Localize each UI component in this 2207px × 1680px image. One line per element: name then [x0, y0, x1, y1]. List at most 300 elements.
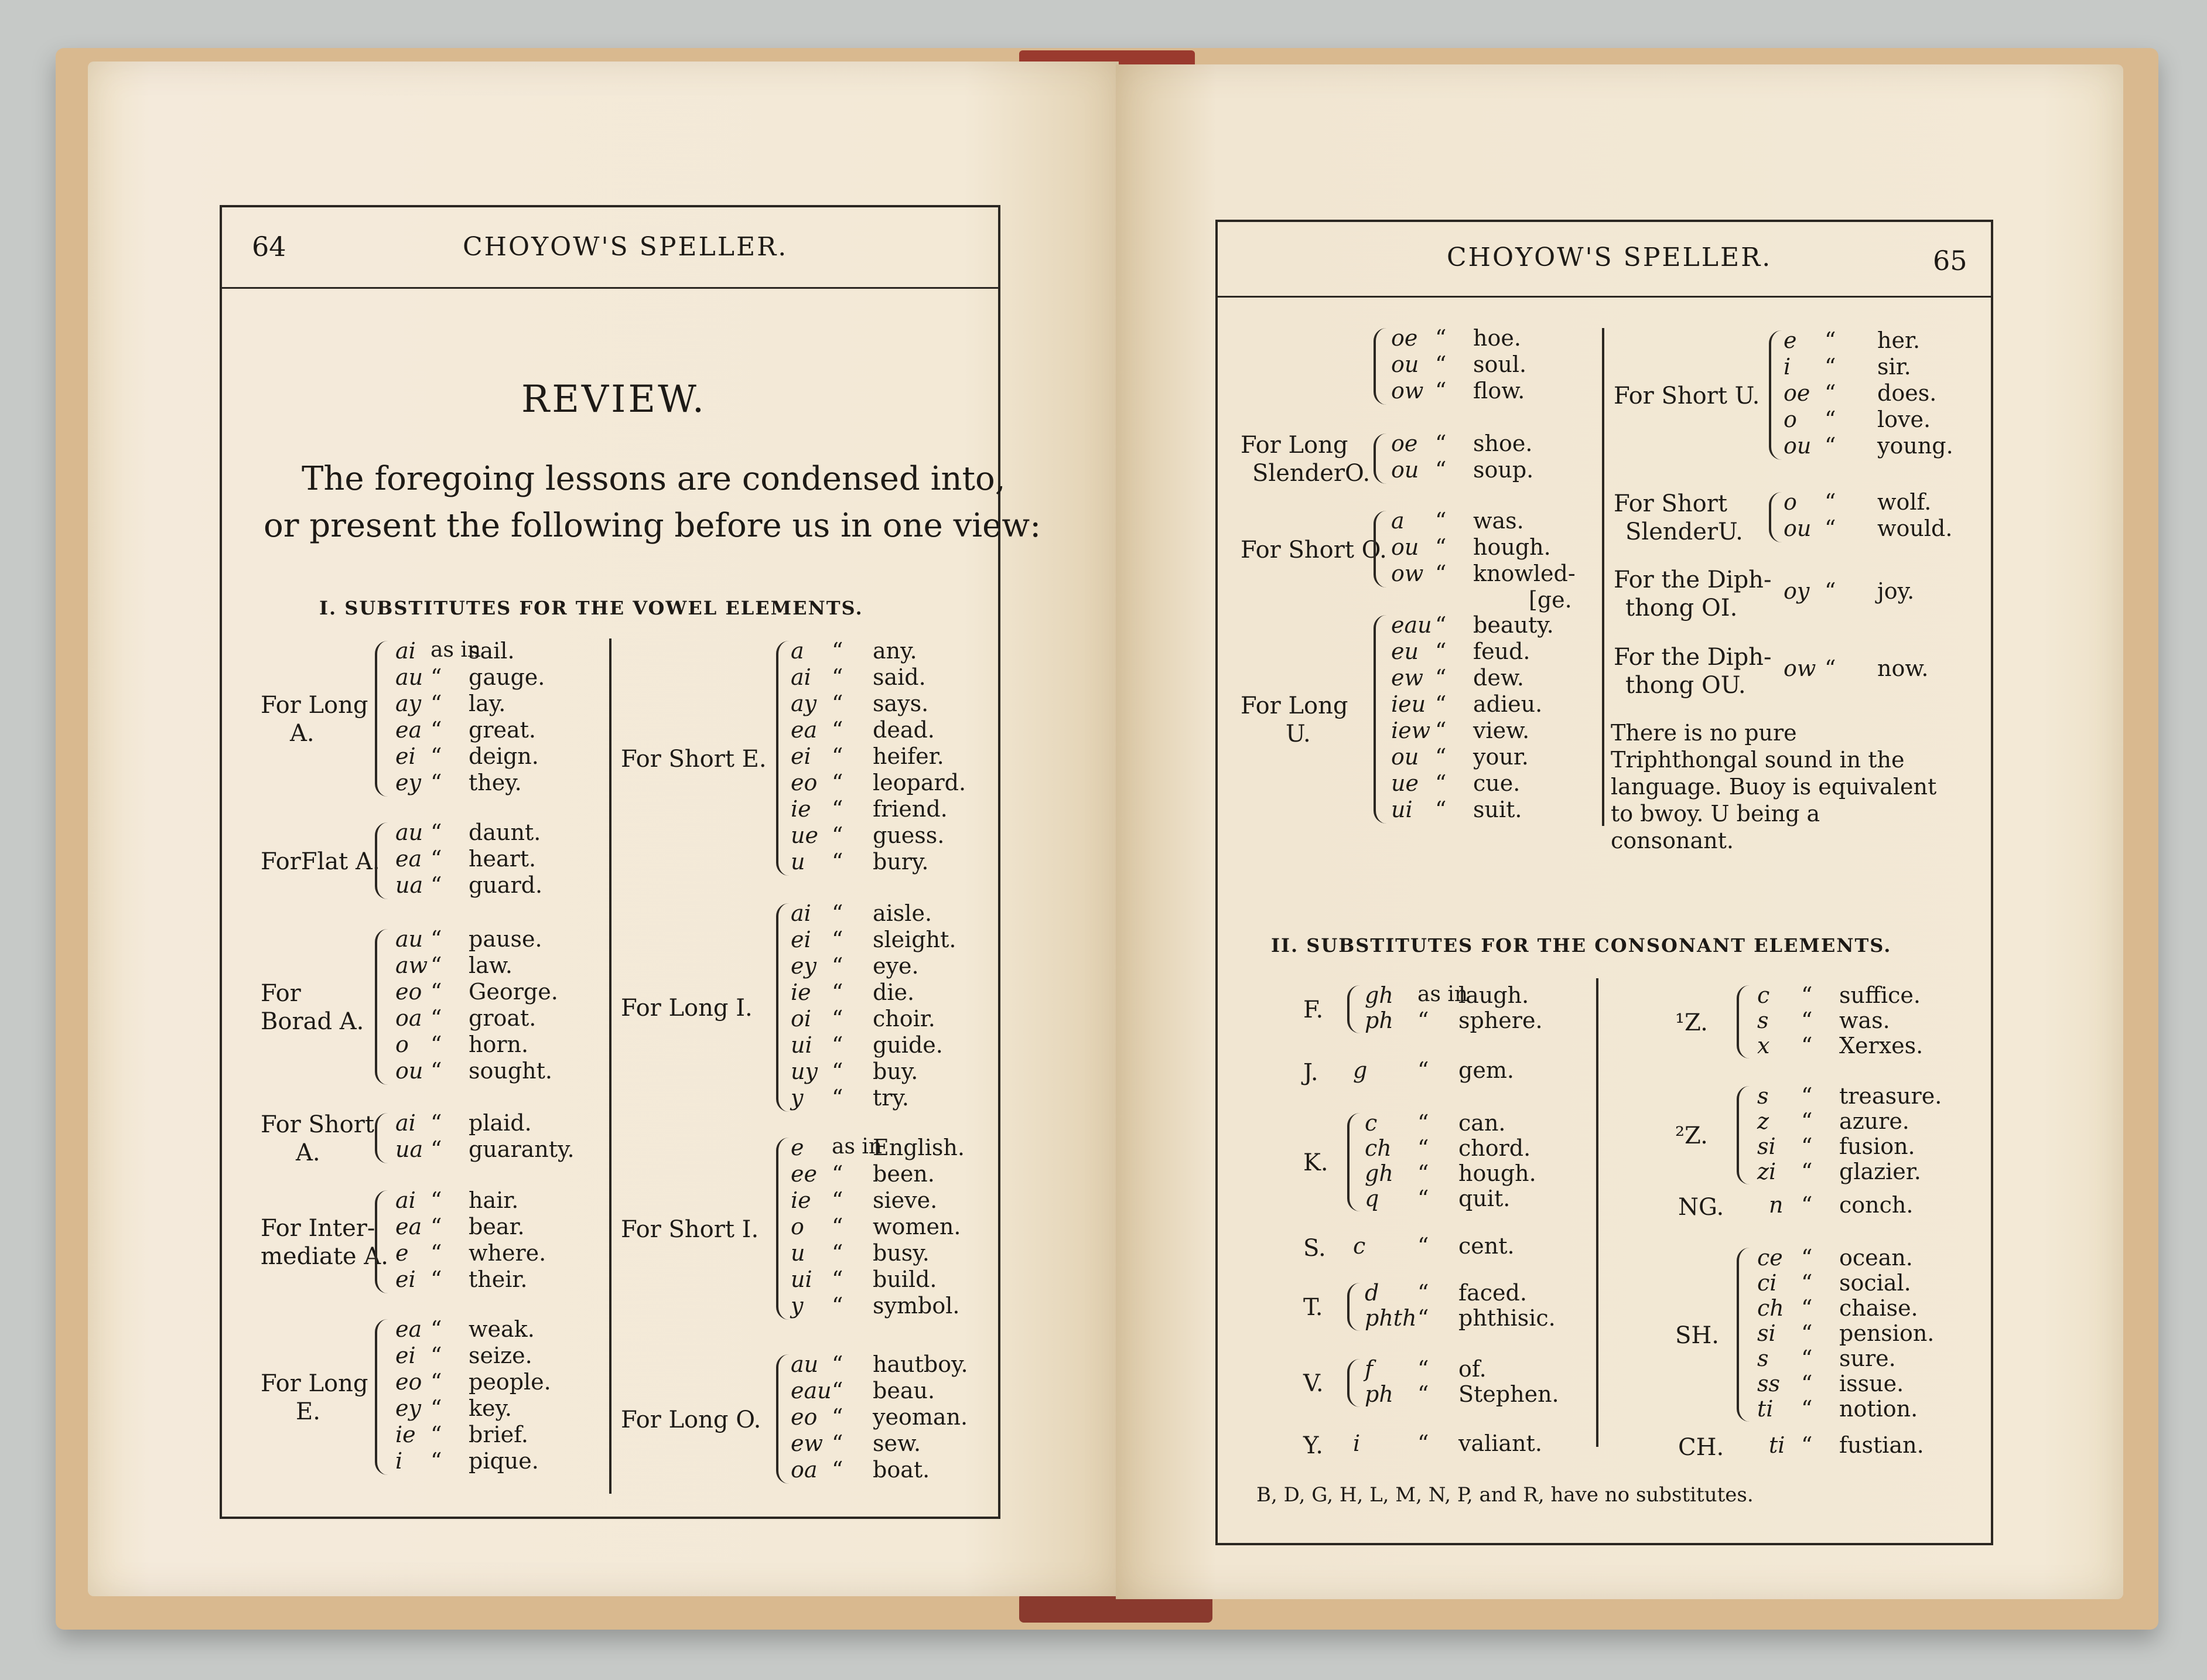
ditto-mark: “: [431, 1369, 442, 1395]
spelling: oe: [1391, 431, 1418, 456]
spelling: ei: [791, 743, 811, 769]
spelling: ou: [1391, 744, 1419, 770]
example-word: fustian.: [1839, 1432, 1924, 1458]
spelling: ci: [1757, 1270, 1777, 1296]
example-word: their.: [469, 1266, 528, 1292]
example-word: her.: [1877, 327, 1921, 353]
ditto-mark: “: [832, 849, 843, 875]
example-word: gauge.: [469, 664, 545, 690]
example-word: brief.: [469, 1422, 528, 1447]
ditto-mark: “: [431, 1005, 442, 1031]
example-word: guard.: [469, 872, 543, 898]
spelling: d: [1365, 1280, 1379, 1306]
ditto-mark: “: [431, 1136, 442, 1162]
example-word: valiant.: [1458, 1430, 1542, 1456]
ditto-mark: “: [1801, 1192, 1813, 1218]
spelling: si: [1757, 1133, 1776, 1159]
ditto-mark: “: [1417, 1186, 1429, 1211]
example-word: view.: [1473, 718, 1530, 743]
group-label: NG.: [1678, 1193, 1724, 1221]
example-word: sail.: [469, 638, 515, 664]
intro-line-1: The foregoing lessons are condensed into,: [302, 460, 1006, 498]
spelling: oi: [791, 1006, 812, 1032]
example-word: die.: [873, 979, 915, 1005]
ditto-mark: “: [1825, 433, 1836, 459]
ditto-mark: “: [832, 1161, 843, 1187]
group-label-line-2: SlenderO.: [1252, 460, 1371, 487]
ditto-mark: “: [832, 1187, 843, 1213]
example-word: hough.: [1473, 534, 1551, 560]
example-word: heifer.: [873, 743, 944, 769]
spelling: ie: [791, 796, 811, 822]
ditto-mark: “: [431, 1422, 442, 1447]
example-word: guide.: [873, 1032, 943, 1058]
group-label-line-2: A.: [290, 720, 315, 747]
group-label: For Short: [1614, 490, 1727, 517]
ditto-mark: “: [1801, 1008, 1813, 1033]
ditto-mark: “: [1801, 1320, 1813, 1346]
spelling: ou: [1784, 433, 1812, 459]
example-word: gem.: [1458, 1057, 1514, 1083]
spelling: c: [1365, 1110, 1378, 1136]
running-head: CHOYOW'S SPELLER.: [463, 232, 788, 262]
group-label: For Short O.: [1241, 536, 1387, 564]
ditto-mark: “: [1801, 1270, 1813, 1296]
spelling: o: [791, 1214, 804, 1239]
example-word: people.: [469, 1369, 551, 1395]
spelling: ou: [395, 1058, 423, 1084]
example-word: Xerxes.: [1839, 1033, 1924, 1058]
ditto-mark: “: [431, 1214, 442, 1239]
example-word: great.: [469, 717, 536, 743]
brace: [1737, 985, 1757, 1058]
ditto-mark: “: [1825, 407, 1836, 432]
ditto-mark: “: [1435, 665, 1447, 691]
ditto-mark: “: [431, 717, 442, 743]
footer-note: B, D, G, H, L, M, N, P, and R, have no substitutes.: [1256, 1483, 1754, 1507]
spelling: s: [1757, 1346, 1769, 1371]
brace: [1347, 1283, 1367, 1331]
spelling: oa: [395, 1005, 422, 1031]
example-word: love.: [1877, 407, 1931, 432]
spelling: ee: [791, 1161, 817, 1187]
ditto-mark: “: [832, 1404, 843, 1430]
spelling: au: [395, 664, 423, 690]
group-label-line-2: SlenderU.: [1625, 518, 1743, 545]
ditto-mark: “: [431, 664, 442, 690]
spelling: ph: [1365, 1381, 1393, 1407]
spelling: ea: [395, 1316, 422, 1342]
brace: [375, 1113, 395, 1163]
spelling: ai: [791, 900, 811, 926]
spelling: ea: [791, 717, 818, 743]
spelling: c: [1353, 1233, 1366, 1259]
brace: [1374, 433, 1393, 484]
left-column-divider: [609, 638, 611, 1494]
example-word: now.: [1877, 655, 1929, 681]
spelling: zi: [1757, 1159, 1776, 1184]
spelling: i: [1784, 354, 1791, 380]
ditto-mark: “: [1417, 1430, 1429, 1456]
spelling: ei: [395, 743, 416, 769]
example-word: they.: [469, 770, 522, 795]
example-word: can.: [1458, 1110, 1506, 1136]
example-word: sought.: [469, 1058, 553, 1084]
example-word: beauty.: [1473, 612, 1554, 638]
ditto-mark: “: [832, 1457, 843, 1483]
group-label-line-2: Borad A.: [261, 1008, 364, 1035]
brace: [375, 1190, 395, 1293]
ditto-mark: “: [1417, 1135, 1429, 1161]
ditto-mark: “: [1825, 380, 1836, 406]
example-word: weak.: [469, 1316, 535, 1342]
ditto-mark: as in: [431, 638, 481, 662]
example-word: sir.: [1877, 354, 1911, 380]
example-word: choir.: [873, 1006, 935, 1032]
group-label-line-2: E.: [296, 1398, 320, 1425]
ditto-mark: “: [1801, 1295, 1813, 1321]
ditto-mark: “: [832, 717, 843, 743]
ditto-mark: “: [832, 664, 843, 690]
example-word: hair.: [469, 1187, 519, 1213]
ditto-mark: “: [832, 1058, 843, 1084]
group-label: ²Z.: [1675, 1122, 1708, 1149]
spelling: ce: [1757, 1245, 1783, 1271]
spelling: ei: [395, 1343, 416, 1368]
example-word: hoe.: [1473, 325, 1521, 351]
example-word: joy.: [1877, 578, 1915, 604]
group-label: ¹Z.: [1675, 1009, 1708, 1036]
spelling: o: [1784, 489, 1797, 515]
spelling: au: [791, 1351, 819, 1377]
example-word: dead.: [873, 717, 935, 743]
example-word: adieu.: [1473, 691, 1543, 717]
example-word: says.: [873, 691, 929, 716]
group-label-line-2: U.: [1286, 721, 1311, 747]
example-word: build.: [873, 1266, 937, 1292]
example-word: cue.: [1473, 770, 1521, 796]
spelling: u: [791, 1240, 805, 1266]
spelling: gh: [1365, 1160, 1393, 1186]
ditto-mark: “: [832, 979, 843, 1005]
spelling: ph: [1365, 1008, 1393, 1033]
ditto-mark: “: [1417, 1356, 1429, 1382]
page-title: REVIEW.: [521, 378, 707, 421]
triphthong-note: There is no pure Triphthongal sound in the language. Buoy is equivalent to bwoy. U being a consonant.: [1611, 720, 1937, 853]
spelling: ea: [395, 717, 422, 743]
ditto-mark: “: [1801, 1432, 1813, 1458]
page-number: 65: [1933, 245, 1967, 276]
ditto-mark: “: [1825, 489, 1836, 515]
group-label-line-2: mediate A.: [261, 1243, 388, 1270]
spelling: n: [1769, 1192, 1784, 1218]
spelling: ui: [791, 1032, 812, 1058]
ditto-mark: “: [1825, 515, 1836, 541]
example-word: feud.: [1473, 638, 1530, 664]
group-label: For Long O.: [621, 1406, 761, 1433]
example-word: wolf.: [1877, 489, 1932, 515]
example-word: suffice.: [1839, 982, 1921, 1008]
example-word: faced.: [1458, 1280, 1527, 1306]
example-word: ocean.: [1839, 1245, 1913, 1271]
example-word: any.: [873, 638, 917, 664]
section-heading: I. SUBSTITUTES FOR THE VOWEL ELEMENTS.: [319, 597, 863, 619]
example-word: sleight.: [873, 927, 956, 952]
example-word: plaid.: [469, 1110, 532, 1136]
ditto-mark: “: [431, 1395, 442, 1421]
ditto-mark: “: [832, 1351, 843, 1377]
ditto-mark: “: [1417, 1110, 1429, 1136]
spelling: ua: [395, 1136, 423, 1162]
example-word: issue.: [1839, 1371, 1904, 1396]
spelling: ai: [395, 1110, 416, 1136]
ditto-mark: “: [431, 1343, 442, 1368]
example-word: cent.: [1458, 1233, 1515, 1259]
group-label: For the Diph-: [1614, 643, 1772, 671]
ditto-mark: “: [431, 872, 442, 898]
spelling: o: [395, 1032, 409, 1057]
brace: [1347, 1359, 1367, 1407]
brace: [1374, 615, 1393, 824]
spelling: e: [395, 1240, 409, 1266]
spelling: ieu: [1391, 691, 1426, 717]
example-word: key.: [469, 1395, 513, 1421]
example-word: phthisic.: [1458, 1305, 1556, 1331]
example-word: deign.: [469, 743, 539, 769]
spelling: c: [1757, 982, 1770, 1008]
spelling: ey: [395, 770, 421, 795]
ditto-mark: “: [1825, 578, 1836, 604]
ditto-mark: “: [1417, 1008, 1429, 1033]
spelling: ui: [1391, 797, 1413, 822]
example-word: Stephen.: [1458, 1381, 1559, 1407]
spelling: q: [1365, 1186, 1379, 1211]
example-word: symbol.: [873, 1293, 960, 1319]
running-head: CHOYOW'S SPELLER.: [1447, 243, 1772, 272]
ditto-mark: “: [1417, 1057, 1429, 1083]
group-label: For Long: [1241, 432, 1348, 459]
ditto-mark: “: [1801, 1159, 1813, 1184]
spelling: ie: [791, 979, 811, 1005]
ditto-mark: “: [1435, 431, 1447, 456]
example-word: of.: [1458, 1356, 1487, 1382]
group-label: F.: [1303, 996, 1324, 1023]
example-word: laugh.: [1458, 982, 1529, 1008]
ditto-mark: “: [832, 638, 843, 664]
ditto-mark: “: [832, 953, 843, 979]
spelling: ai: [395, 638, 416, 664]
spelling: ey: [395, 1395, 421, 1421]
example-word: been.: [873, 1161, 935, 1187]
ditto-mark: “: [1801, 1133, 1813, 1159]
ditto-mark: “: [1435, 534, 1447, 560]
ditto-mark: “: [431, 926, 442, 952]
example-word: your.: [1473, 744, 1529, 770]
example-word: soul.: [1473, 351, 1527, 377]
spelling: ie: [395, 1422, 416, 1447]
spelling: oe: [1391, 325, 1418, 351]
page-number: 64: [252, 231, 286, 262]
ditto-mark: “: [1435, 561, 1447, 586]
ditto-mark: “: [431, 1448, 442, 1474]
spelling: ai: [395, 1187, 416, 1213]
example-word: English.: [873, 1135, 965, 1160]
group-label: Y.: [1303, 1432, 1323, 1459]
example-word: heart.: [469, 846, 537, 872]
spelling: oy: [1784, 578, 1810, 604]
spelling: o: [1784, 407, 1797, 432]
example-word: yeoman.: [873, 1404, 968, 1430]
ditto-mark: “: [431, 1110, 442, 1136]
example-word: guaranty.: [469, 1136, 575, 1162]
group-label: For the Diph-: [1614, 566, 1772, 593]
example-word: seize.: [469, 1343, 532, 1368]
example-word: sew.: [873, 1430, 921, 1456]
example-word: lay.: [469, 691, 506, 716]
intro-line-2: or present the following before us in one view:: [264, 507, 1041, 545]
ditto-mark: “: [1801, 1396, 1813, 1422]
example-word: boat.: [873, 1457, 930, 1483]
example-word: dew.: [1473, 665, 1524, 691]
brace: [1374, 511, 1393, 588]
ditto-mark: “: [1435, 691, 1447, 717]
example-word: knowled-: [1473, 561, 1576, 586]
ditto-mark: “: [1801, 1245, 1813, 1271]
example-word: pique.: [469, 1448, 539, 1474]
example-word: pause.: [469, 926, 542, 952]
ditto-mark: “: [1417, 1381, 1429, 1407]
ditto-mark: “: [1435, 457, 1447, 483]
spelling: ai: [791, 664, 811, 690]
example-word: hautboy.: [873, 1351, 968, 1377]
example-word: George.: [469, 979, 558, 1005]
ditto-mark: “: [431, 819, 442, 845]
spelling: ay: [395, 691, 422, 716]
spelling: i: [1353, 1430, 1361, 1456]
example-word: bear.: [469, 1214, 525, 1239]
group-label: For Short I.: [621, 1215, 759, 1243]
spelling: ch: [1757, 1295, 1784, 1321]
ditto-mark: “: [832, 900, 843, 926]
right-column-divider-bottom: [1596, 978, 1598, 1447]
ditto-mark: “: [832, 1032, 843, 1058]
example-word: chaise.: [1839, 1295, 1918, 1321]
spelling: si: [1757, 1320, 1776, 1346]
example-word: azure.: [1839, 1108, 1909, 1134]
ditto-mark: “: [1801, 1083, 1813, 1109]
ditto-mark: “: [1435, 638, 1447, 664]
brace: [375, 929, 395, 1085]
right-column-divider-top: [1602, 328, 1604, 826]
spelling: eo: [395, 979, 422, 1005]
group-label: For Inter-: [261, 1215, 375, 1242]
spelling: ue: [1391, 770, 1419, 796]
ditto-mark: “: [431, 1187, 442, 1213]
spelling: eo: [395, 1369, 422, 1395]
spelling: ch: [1365, 1135, 1392, 1161]
ditto-mark: “: [431, 846, 442, 872]
spelling: iew: [1391, 718, 1431, 743]
brace: [1374, 328, 1393, 405]
spelling: ay: [791, 691, 817, 716]
group-label: CH.: [1678, 1433, 1724, 1461]
spelling: eu: [1391, 638, 1419, 664]
ditto-mark: “: [1825, 327, 1836, 353]
spelling: uy: [791, 1058, 818, 1084]
spelling: ou: [1784, 515, 1812, 541]
brace: [1737, 1086, 1757, 1184]
ditto-mark: “: [1801, 1371, 1813, 1396]
example-word: said.: [873, 664, 926, 690]
right-header-rule: [1215, 296, 1991, 298]
group-label: T.: [1303, 1294, 1323, 1321]
ditto-mark: “: [832, 1378, 843, 1404]
spelling: ea: [395, 846, 422, 872]
example-word: buy.: [873, 1058, 918, 1084]
group-label: For Short E.: [621, 745, 767, 773]
brace: [375, 822, 395, 899]
spelling: ow: [1784, 655, 1816, 681]
ditto-mark: “: [1435, 797, 1447, 822]
example-word: chord.: [1458, 1135, 1531, 1161]
ditto-mark: “: [431, 1032, 442, 1057]
ditto-mark: “: [1417, 1233, 1429, 1259]
group-label-line-2: thong OI.: [1625, 594, 1738, 622]
example-word: glazier.: [1839, 1159, 1921, 1184]
hyphenated-continuation: [ge.: [1529, 587, 1572, 613]
group-label: For Long I.: [621, 995, 753, 1022]
group-label: S.: [1303, 1234, 1326, 1262]
ditto-mark: as in: [1417, 982, 1468, 1006]
example-word: social.: [1839, 1270, 1911, 1296]
spelling: gh: [1365, 982, 1393, 1008]
group-label: For Short: [261, 1111, 374, 1138]
example-word: bury.: [873, 849, 929, 875]
brace: [375, 641, 395, 797]
spelling: ua: [395, 872, 423, 898]
example-word: conch.: [1839, 1192, 1914, 1218]
ditto-mark: as in: [832, 1135, 883, 1159]
ditto-mark: “: [431, 1266, 442, 1292]
spelling: a: [791, 638, 804, 664]
ditto-mark: “: [1435, 508, 1447, 534]
spelling: ui: [791, 1266, 812, 1292]
spelling: ou: [1391, 351, 1419, 377]
ditto-mark: “: [832, 1006, 843, 1032]
spelling: x: [1757, 1033, 1770, 1058]
example-word: daunt.: [469, 819, 541, 845]
ditto-mark: “: [431, 1240, 442, 1266]
ditto-mark: “: [1435, 351, 1447, 377]
spelling: ow: [1391, 561, 1424, 586]
spelling: ea: [395, 1214, 422, 1239]
group-label: K.: [1303, 1149, 1328, 1176]
spelling: phth: [1365, 1305, 1417, 1331]
ditto-mark: “: [832, 1214, 843, 1239]
ditto-mark: “: [431, 979, 442, 1005]
spelling: z: [1757, 1108, 1769, 1134]
example-word: guess.: [873, 822, 945, 848]
spelling: eau: [1391, 612, 1432, 638]
ditto-mark: “: [431, 1316, 442, 1342]
spelling: au: [395, 926, 423, 952]
group-label: For Long: [261, 1370, 368, 1397]
spelling: ey: [791, 953, 816, 979]
ditto-mark: “: [832, 743, 843, 769]
ditto-mark: “: [832, 927, 843, 952]
spelling: ie: [791, 1187, 811, 1213]
example-word: beau.: [873, 1378, 935, 1404]
